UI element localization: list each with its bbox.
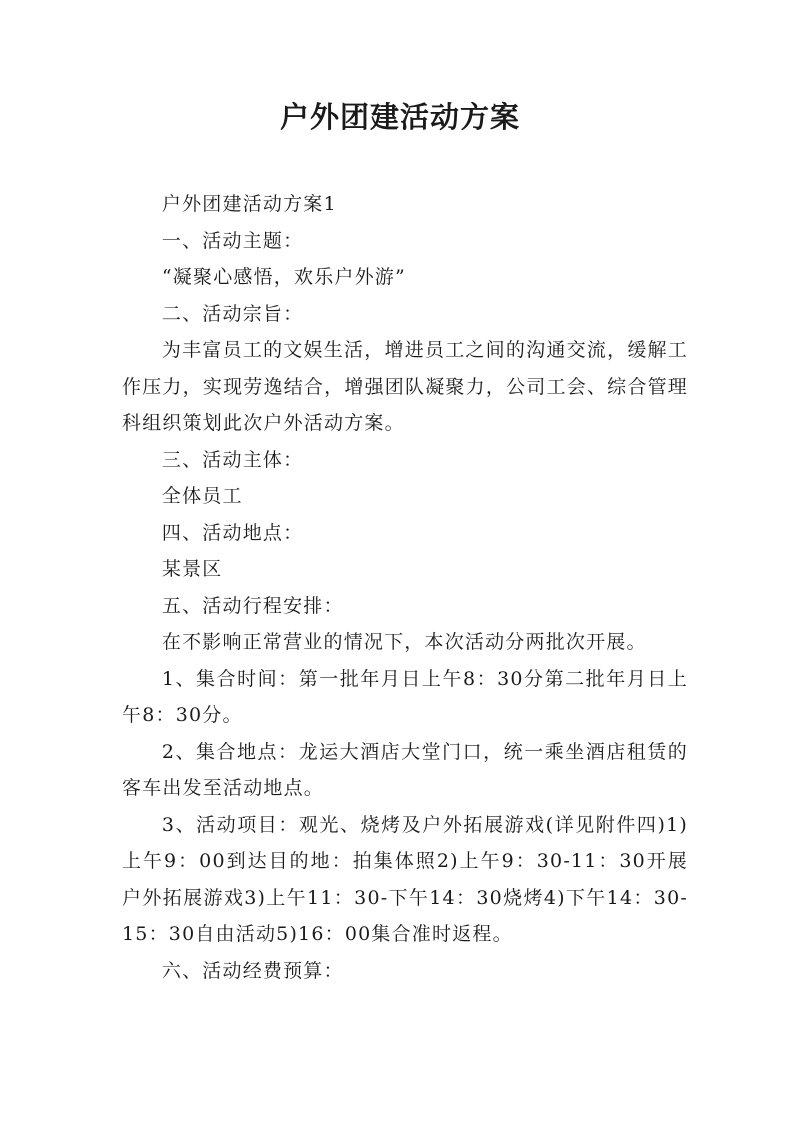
location-heading: 四、活动地点： [161, 521, 304, 544]
schedule-heading: 五、活动行程安排： [161, 594, 344, 617]
document-body [122, 186, 688, 989]
purpose-heading: 二、活动宗旨： [161, 302, 304, 325]
document-title: 户外团建活动方案 [279, 100, 520, 134]
schedule-intro: 在不影响正常营业的情况下，本次活动分两批次开展。 [161, 631, 647, 653]
purpose-text: 为丰富员工的文娱生活，增进员工之间的沟通交流，缓解工作压力，实现劳逸结合，增强团队凝聚力，公司工会、综合管理科组织策划此次户外活动方案。 [122, 339, 688, 434]
theme-text: “凝聚心感悟，欢乐户外游” [161, 266, 406, 288]
location-text: 某景区 [161, 558, 223, 580]
subject-heading: 三、活动主体： [161, 448, 304, 471]
theme-heading: 一、活动主题： [161, 229, 304, 252]
schedule-item-gather-time: 1、集合时间：第一批年月日上午8：30分第二批年月日上午8：30分。 [122, 667, 688, 726]
schedule-item-activities: 3、活动项目：观光、烧烤及户外拓展游戏(详见附件四)1)上午9：00到达目的地：拍集体照2)上午9：30-11：30开展户外拓展游戏3)上午11：30-下午14：30烧烤4)下午14：30-15：30自由活动5)16：00集合准时返程。 [122, 813, 688, 945]
subject-text: 全体员工 [161, 485, 243, 507]
budget-heading: 六、活动经费预算： [161, 959, 344, 982]
section-heading: 户外团建活动方案1 [161, 193, 337, 215]
schedule-item-gather-place: 2、集合地点：龙运大酒店大堂门口，统一乘坐酒店租赁的客车出发至活动地点。 [122, 740, 688, 799]
